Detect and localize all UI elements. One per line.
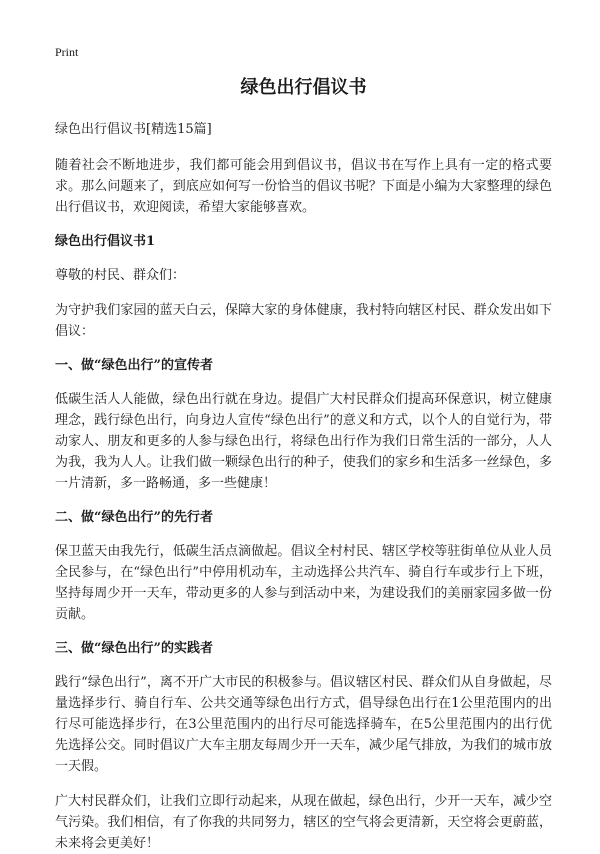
section-body-3: 践行“绿色出行”，离不开广大市民的积极参与。倡议辖区村民、群众们从自身做起，尽量选择步行、骑自行车、公共交通等绿色出行方式，倡导绿色出行在1公里范围内的出行尽可能选择步行，在3公里范围内的出行尽可能选择骑车，在5公里范围内的出行优先选择公交。同时倡议广大车主朋友每周少开一天车，减少尾气排放，为我们的城市放一天假。 [55, 675, 552, 774]
print-label: Print [55, 45, 79, 59]
salutation: 尊敬的村民、群众们： [55, 268, 186, 283]
opening-paragraph: 为守护我们家园的蓝天白云，保障大家的身体健康，我村特向辖区村民、群众发出如下倡议： [55, 303, 552, 339]
section-body-1: 低碳生活人人能做，绿色出行就在身边。提倡广大村民群众们提高环保意识，树立健康理念，践行绿色出行，向身边人宣传“绿色出行”的意义和方式，以个人的自觉行为，带动家人、朋友和更多的人参与绿色出行，将绿色出行作为我们日常生活的一部分，人人为我，我为人人。让我们做一颗绿色出行的种子，使我们的家乡和生活多一丝绿色，多一片清新，多一路畅通，多一些健康！ [55, 392, 552, 491]
section-heading-3: 三、做“绿色出行”的实践者 [55, 641, 213, 656]
section-title: 绿色出行倡议书1 [55, 234, 156, 249]
closing-paragraph: 广大村民群众们，让我们立即行动起来，从现在做起，绿色出行，少开一天车，减少空气污染。我们相信，有了你我的共同努力，辖区的空气将会更清新，天空将会更蔚蓝，未来将会更美好！ [55, 794, 552, 851]
section-body-2: 保卫蓝天由我先行，低碳生活点滴做起。倡议全村村民、辖区学校等驻街单位从业人员全民参与，在“绿色出行”中停用机动车，主动选择公共汽车、骑自行车或步行上下班，坚持每周少开一天车，带动更多的人参与到活动中来，为建设我们的美丽家园多做一份贡献。 [55, 544, 552, 622]
section-heading-2: 二、做“绿色出行”的先行者 [55, 510, 213, 525]
document-subtitle: 绿色出行倡议书[精选15篇] [55, 122, 212, 137]
document-title: 绿色出行倡议书 [240, 77, 367, 98]
section-heading-1: 一、做“绿色出行”的宣传者 [55, 358, 213, 373]
intro-paragraph: 随着社会不断地进步，我们都可能会用到倡议书，倡议书在写作上具有一定的格式要求。那么问题来了，到底应如何写一份恰当的倡议书呢？下面是小编为大家整理的绿色出行倡议书，欢迎阅读，希望大家能够喜欢。 [55, 158, 552, 215]
